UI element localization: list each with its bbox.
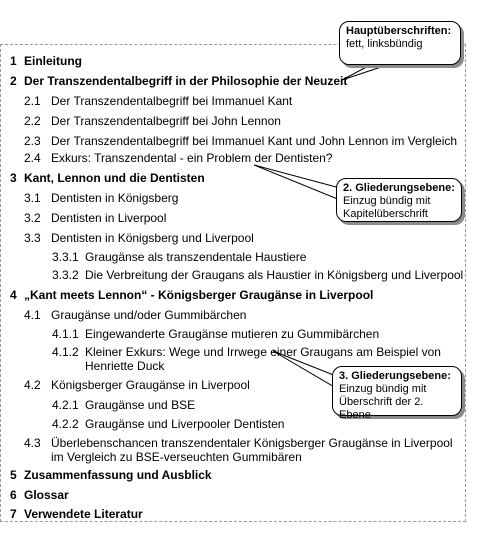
toc-entry-number: 3.1 — [24, 191, 41, 205]
callout-heading: Hauptüberschriften: — [346, 25, 452, 37]
toc-entry-title: Dentisten in Königsberg und Liverpool — [51, 231, 254, 245]
callout-body: Einzug bündig mit Überschrift der 2. Ebene — [339, 383, 427, 421]
toc-entry-number: 7 — [10, 507, 17, 521]
toc-entry-number: 2.3 — [24, 134, 41, 148]
toc-entry-number: 4.2.2 — [52, 417, 79, 431]
toc-entry-number: 4.1.1 — [52, 327, 79, 341]
toc-entry-number: 5 — [10, 468, 17, 482]
callout-1-tail — [342, 64, 390, 80]
toc-entry-title: Eingewanderte Graugänse mutieren zu Gummibärchen — [85, 327, 380, 341]
toc-entry-number: 2.1 — [24, 94, 41, 108]
toc-entry-number: 3.3.1 — [52, 250, 79, 264]
toc-entry-title: Kant, Lennon und die Dentisten — [24, 171, 205, 185]
toc-entry-number: 4.2.1 — [52, 398, 79, 412]
toc-entry-number: 1 — [10, 54, 17, 68]
toc-entry-number: 6 — [10, 488, 17, 502]
toc-entry-number: 3.2 — [24, 211, 41, 225]
toc-entry-title: Graugänse als transzendentale Haustiere — [85, 250, 307, 264]
toc-entry-number: 4.1 — [24, 308, 41, 322]
toc-entry-title: Zusammenfassung und Ausblick — [24, 468, 212, 482]
toc-entry-number: 3 — [10, 171, 17, 185]
toc-entry-title: Der Transzendentalbegriff in der Philosophie der Neuzeit — [24, 74, 348, 88]
toc-entry-number: 2.4 — [24, 151, 41, 165]
callout-3-tail — [273, 351, 336, 388]
toc-entry-title: Der Transzendentalbegriff bei John Lennon — [51, 114, 281, 128]
toc-entry-title: Glossar — [24, 488, 69, 502]
toc-entry-title: Dentisten in Königsberg — [51, 191, 179, 205]
callout-level3 — [332, 366, 462, 421]
toc-entry-title: Die Verbreitung der Graugans als Haustier in Königsberg und Liverpool — [85, 268, 464, 282]
callout-body: Einzug bündig mit Kapitelüberschrift — [343, 195, 431, 220]
toc-entry-title: Einleitung — [24, 54, 82, 68]
toc-entry-title: Dentisten in Liverpool — [51, 211, 167, 225]
toc-entry-title: Überlebenschancen transzendentaler Königsberger Graugänse in Liverpool im Vergleich zu BSE-verseuchten Gummibären — [51, 436, 453, 464]
toc-entry-title: Graugänse und Liverpooler Dentisten — [85, 417, 285, 431]
toc-entry-title: Königsberger Graugänse in Liverpool — [51, 378, 250, 392]
toc-entry-number: 2 — [10, 74, 17, 88]
toc-entry-title: Exkurs: Transzendental - ein Problem der Dentisten? — [51, 151, 333, 165]
toc-entry-title: Graugänse und/oder Gummibärchen — [51, 308, 247, 322]
toc-entry-number: 4 — [10, 288, 17, 302]
toc-entry-number: 4.1.2 — [52, 345, 79, 359]
callout-level2 — [336, 178, 462, 222]
toc-entry-number: 2.2 — [24, 114, 41, 128]
toc-entry-title: Der Transzendentalbegriff bei Immanuel Kant — [51, 94, 293, 108]
toc-entry-title: Der Transzendentalbegriff bei Immanuel Kant und John Lennon im Vergleich — [51, 134, 458, 148]
toc-entry-title: Verwendete Literatur — [24, 507, 143, 521]
toc-entry-title: Kleiner Exkurs: Wege und Irrwege einer Graugans am Beispiel von Henriette Duck — [85, 345, 441, 373]
toc-entry-title: Graugänse und BSE — [85, 398, 196, 412]
callout-heading: 3. Gliederungsebene: — [339, 370, 451, 382]
callout-heading: 2. Gliederungsebene: — [343, 182, 455, 194]
toc-entry-number: 4.2 — [24, 378, 41, 392]
callout-headings — [339, 21, 461, 65]
toc-entry-number: 3.3.2 — [52, 268, 79, 282]
callout-2-tail — [254, 165, 340, 200]
callout-body: fett, linksbündig — [346, 38, 423, 50]
toc-entry-number: 3.3 — [24, 231, 41, 245]
toc-entry-number: 4.3 — [24, 436, 41, 450]
toc-entry-title: „Kant meets Lennon“ - Königsberger Graugänse in Liverpool — [24, 288, 374, 302]
